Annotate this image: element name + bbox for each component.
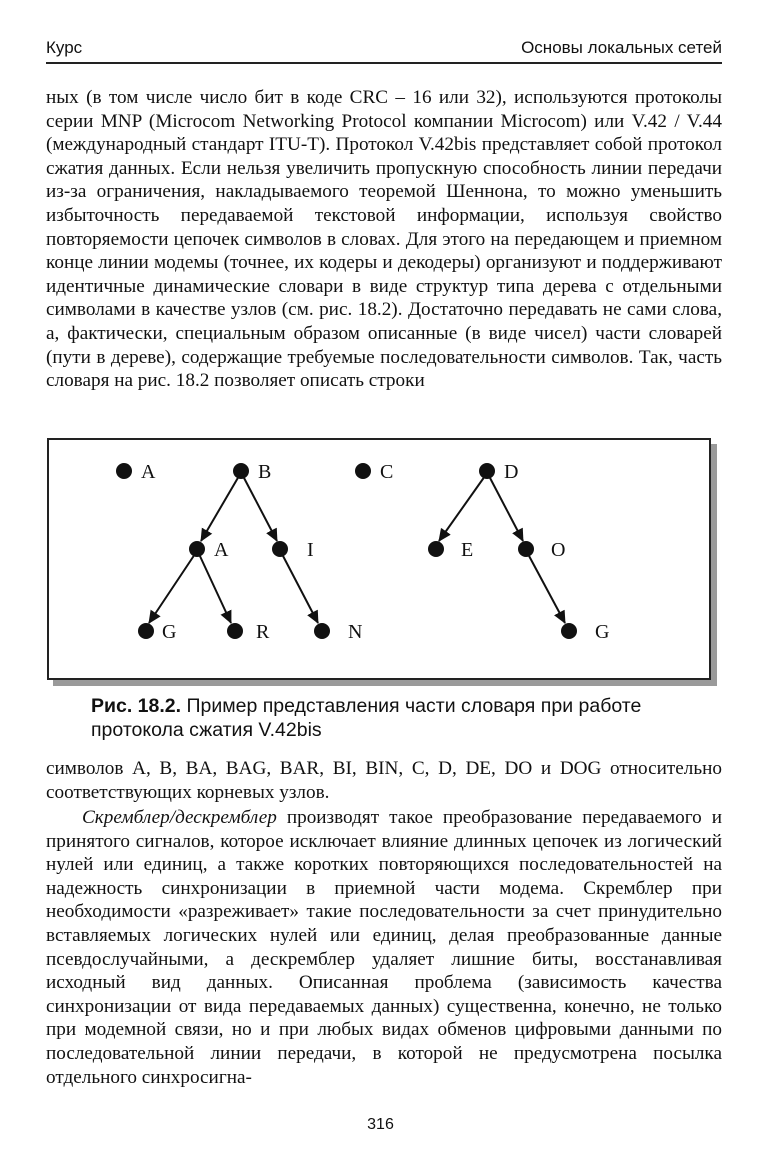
node-label-C: C	[380, 461, 394, 483]
node-A-root	[116, 463, 132, 479]
node-BAG	[138, 623, 154, 639]
node-DOG	[561, 623, 577, 639]
node-BA	[189, 541, 205, 557]
node-C-root	[355, 463, 371, 479]
body-paragraph-2: символов A, B, BA, BAG, BAR, BI, BIN, C, D, DE, DO и DOG относительно соответствующих корневых узлов.	[46, 758, 722, 803]
page-number: 316	[367, 1116, 394, 1133]
header-book-title: Основы локальных сетей	[521, 38, 722, 57]
figure-caption-number: Рис. 18.2.	[91, 695, 182, 717]
node-BIN	[314, 623, 330, 639]
node-DO	[518, 541, 534, 557]
header-divider	[46, 62, 722, 64]
edge-I-N	[282, 554, 318, 623]
edge-A-R	[199, 554, 231, 623]
scrambler-term: Скремблер/дескремблер	[82, 807, 277, 828]
figure-caption	[91, 694, 691, 742]
node-label-BIN: N	[348, 621, 363, 643]
node-label-BAG: G	[162, 621, 177, 643]
dictionary-tree-diagram	[49, 440, 709, 678]
body-paragraph-3-text: производят такое преобразование передаваемого и принятого сигналов, которое исключает влияние длинных цепочек из логический нулей или единиц, а также коротких повторяющихся последовательностей на надежность синхронизации в приемной части модема. Скремблер при необходимости «разреживает» такие последовательности за счет принудительно вставляемых логических нулей или единиц, делая преобразованные данные псевдослучайными, а дескремблер удаляет лишние биты, восстанавливая исходный вид данных. Описанная проблема (зависимость качества синхронизации от вида передаваемых данных) существенна, конечно, не только при модемной связи, но и при любых видах обменов цифровыми данными по последовательной линии передачи, в которой не предусмотрена посылка отдельного синхросигна-	[46, 807, 722, 1088]
node-BAR	[227, 623, 243, 639]
node-label-DO: O	[551, 539, 566, 561]
node-label-B: B	[258, 461, 272, 483]
figure-18-2	[47, 438, 711, 680]
edge-D-E	[439, 476, 485, 541]
header-course-label: Курс	[46, 38, 83, 57]
node-DE	[428, 541, 444, 557]
body-paragraph-1: ных (в том числе число бит в коде CRC – 16 или 32), используются протоколы серии MNP (Microcom Networking Protocol компании Microcom) или V.42 / V.44 (международный стандарт ITU-T). Протокол V.42bis представляет собой протокол сжатия данных. Если нельзя увеличить пропускную способность линии передачи из-за ограничения, накладываемого теоремой Шеннона, то можно уменьшить избыточность передаваемой текстовой информации, используя свойство повторяемости цепочек символов в словах. Для этого на передающем и приемном конце линии модемы (точнее, их кодеры и декодеры) организуют и поддерживают идентичные динамические словари в виде структур типа дерева с отдельными символами в качестве узлов (см. рис. 18.2). Достаточно передавать не сами слова, а, фактически, специальным образом описанные (в виде чисел) части словарей (пути в дереве), содержащие требуемые последовательности символов. Так, часть словаря на рис. 18.2 позволяет описать строки	[46, 87, 722, 392]
edge-D-O	[489, 476, 523, 541]
running-header	[46, 36, 722, 60]
node-label-DE: E	[461, 539, 474, 561]
edge-B-I	[243, 476, 277, 541]
node-B-root	[233, 463, 249, 479]
node-D-root	[479, 463, 495, 479]
node-label-DOG: G	[595, 621, 610, 643]
figure-caption-text: Пример представления части словаря при работе протокола сжатия V.42bis	[91, 695, 642, 741]
node-label-BAR: R	[256, 621, 270, 643]
edge-A-G	[149, 554, 195, 623]
edge-B-A	[201, 476, 239, 541]
node-label-A: A	[141, 461, 156, 483]
node-label-D: D	[504, 461, 519, 483]
edge-O-G	[528, 554, 565, 623]
body-paragraph-3	[46, 806, 722, 1089]
node-BI	[272, 541, 288, 557]
node-label-BI: I	[307, 539, 314, 561]
node-label-BA: A	[214, 539, 229, 561]
